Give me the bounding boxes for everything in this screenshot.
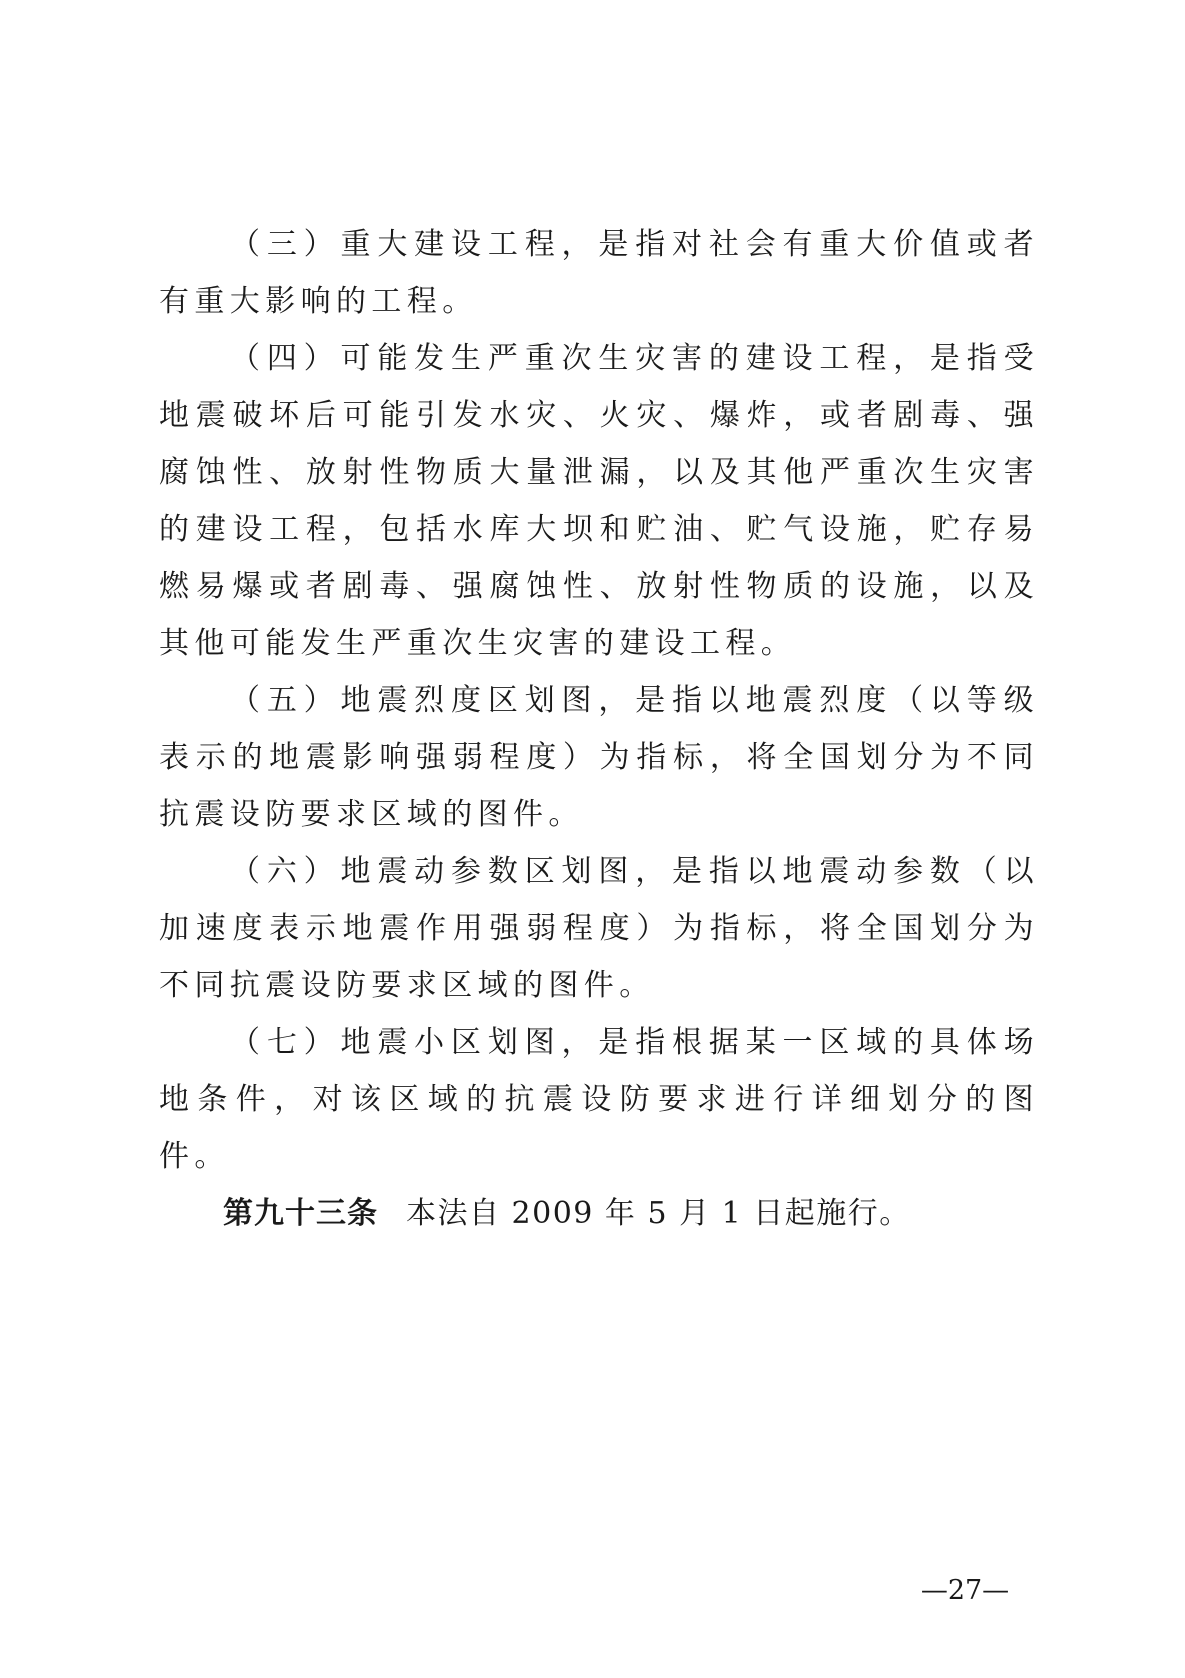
paragraph-definition-5: （五）地震烈度区划图，是指以地震烈度（以等级表示的地震影响强弱程度）为指标，将全国划分为不同抗震设防要求区域的图件。 xyxy=(159,683,1039,832)
paragraph-definition-6: （六）地震动参数区划图，是指以地震动参数（以加速度表示地震作用强弱程度）为指标，将全国划分为不同抗震设防要求区域的图件。 xyxy=(159,854,1039,1003)
article-93 xyxy=(159,1185,1039,1242)
paragraph-definition-7: （七）地震小区划图，是指根据某一区域的具体场地条件，对该区域的抗震设防要求进行详细划分的图件。 xyxy=(159,1025,1039,1174)
article-label: 第九十三条 xyxy=(223,1196,378,1231)
page-number: —27— xyxy=(920,1575,1010,1606)
document-body xyxy=(159,216,1039,1242)
paragraph-definition-3: （三）重大建设工程，是指对社会有重大价值或者有重大影响的工程。 xyxy=(159,227,1039,319)
paragraph-definition-4: （四）可能发生严重次生灾害的建设工程，是指受地震破坏后可能引发水灾、火灾、爆炸，或者剧毒、强腐蚀性、放射性物质大量泄漏，以及其他严重次生灾害的建设工程，包括水库大坝和贮油、贮气设施，贮存易燃易爆或者剧毒、强腐蚀性、放射性物质的设施，以及其他可能发生严重次生灾害的建设工程。 xyxy=(159,341,1039,661)
article-text: 本法自 2009 年 5 月 1 日起施行。 xyxy=(406,1196,911,1231)
